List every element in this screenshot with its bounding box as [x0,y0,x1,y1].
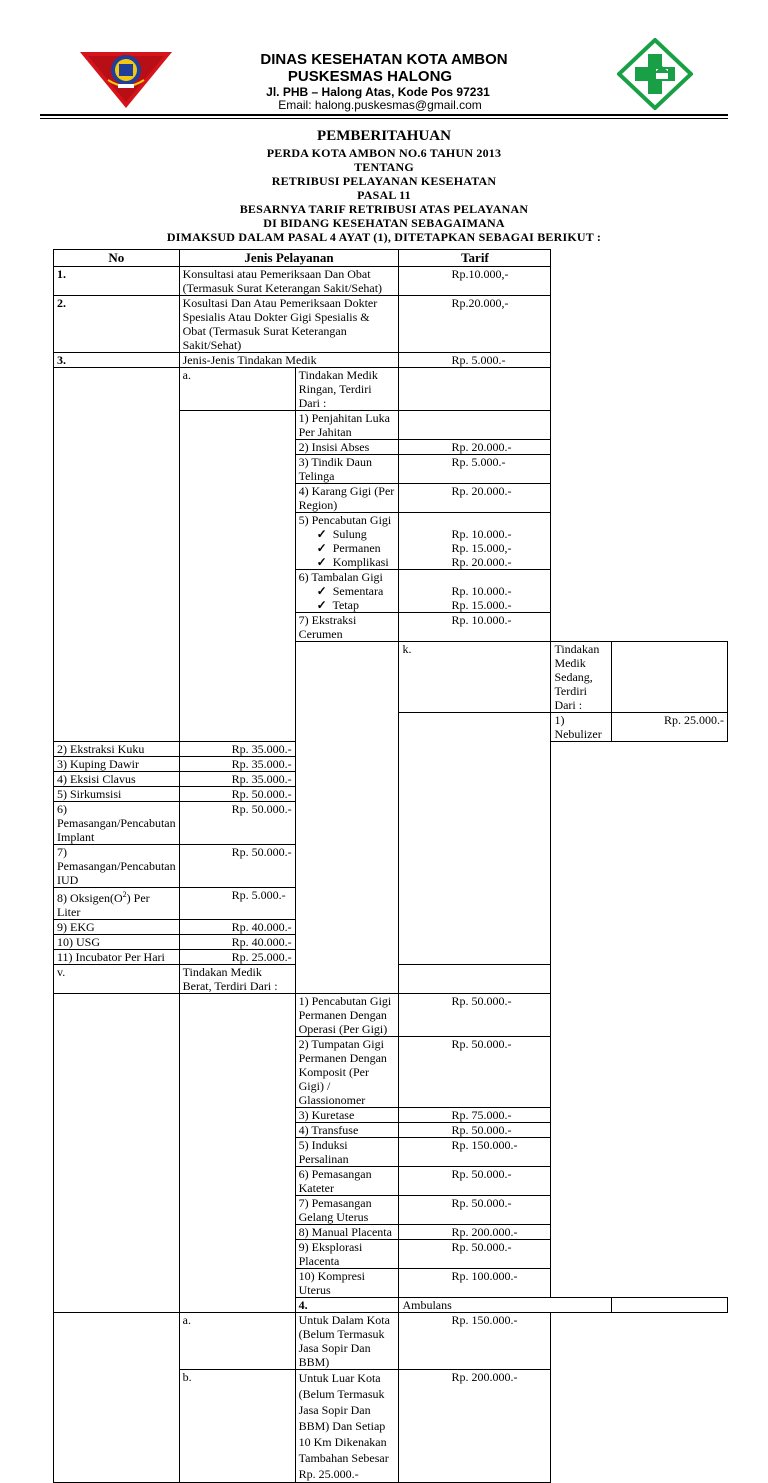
service-text: 5) Sirkumsisi [54,787,180,802]
tariff-value: Rp. 35.000.- [179,772,295,787]
tariff-value: Rp. 10.000.- [399,613,551,642]
tariff-value: Rp. 20.000.- [399,440,551,455]
service-text: Kosultasi Dan Atau Pemeriksaan Dokter Spesialis Atau Dokter Gigi Spesialis & Obat (Termasuk Surat Keterangan Sakit/Sehat) [179,296,399,353]
service-text: 7) Pemasangan/Pencabutan IUD [54,845,180,888]
service-text: 5) Induksi Persalinan [295,1138,399,1167]
service-text-part: ) Per Liter [57,891,150,919]
clinic-address: Jl. PHB – Halong Atas, Kode Pos 97231 [266,85,490,99]
tariff-group [399,513,551,570]
row-number: 3. [54,353,180,368]
service-text: 9) Eksplorasi Placenta [295,1240,399,1269]
tariff-value: Rp. 200.000.- [399,1225,551,1240]
service-text: 1) Pencabutan Gigi Permanen Dengan Operasi (Per Gigi) [295,994,399,1037]
tariff-value: Rp. 40.000.- [179,935,295,950]
service-text: 3) Kuping Dawir [54,757,180,772]
sub-letter: b. [179,1370,295,1483]
service-group [295,513,399,570]
tariff-value: Rp. 50.000.- [399,994,551,1037]
tariff-value: Rp. 75.000.- [399,1108,551,1123]
row-number: 1. [54,267,180,296]
service-text: 4) Karang Gigi (Per Region) [295,484,399,513]
service-text: 1) Penjahitan Luka Per Jahitan [295,411,399,440]
tariff-value: Rp. 50.000.- [399,1167,551,1196]
service-text: 7) Pemasangan Gelang Uterus [295,1196,399,1225]
clinic-name: PUSKESMAS HALONG [287,68,453,85]
service-text: 1) Nebulizer [551,713,612,742]
row-number: 4. [295,1298,399,1313]
section-title: Tindakan Medik Sedang, Terdiri Dari : [551,642,612,713]
tariff-value: Rp. 200.000.- [399,1370,551,1483]
service-text: 10) USG [54,935,180,950]
notice-line: PASAL 11 [357,188,411,202]
agency-name: DINAS KESEHATAN KOTA AMBON [260,51,508,68]
service-text: 7) Ekstraksi Cerumen [295,613,399,642]
checkmark-icon: ✓ [316,584,327,598]
col-header-service: Jenis Pelayanan [179,250,399,267]
tariff-value: Rp. 10.000.- [451,584,512,598]
service-group [295,570,399,613]
service-text: 3) Tindik Daun Telinga [295,455,399,484]
service-text: Untuk Dalam Kota (Belum Termasuk Jasa Sopir Dan BBM) [295,1313,399,1370]
notice-line: BESARNYA TARIF RETRIBUSI ATAS PELAYANAN [239,202,529,216]
section-title: Tindakan Medik Ringan, Terdiri Dari : [295,368,399,411]
tariff-value: Rp. 5.000.- [179,888,295,920]
tariff-value: Rp. 15.000.- [451,598,512,612]
service-text [54,888,180,920]
tariff-value: Rp.10.000,- [399,267,551,296]
notice-line: PERDA KOTA AMBON NO.6 TAHUN 2013 [266,146,502,160]
sub-service: Komplikasi [332,555,389,569]
tariff-value: Rp. 15.000,- [451,541,512,555]
table-row [54,368,728,411]
tariff-value: Rp. 50.000.- [179,802,295,845]
service-text: 3) Kuretase [295,1108,399,1123]
tariff-value: Rp. 10.000.- [451,527,512,541]
tariff-value: Rp. 50.000.- [399,1123,551,1138]
checkmark-icon: ✓ [316,598,327,612]
service-text: 2) Tumpatan Gigi Permanen Dengan Komposit (Per Gigi) / Glassionomer [295,1037,399,1108]
table-row [54,994,728,1037]
notice-title: PEMBERITAHUAN [317,128,451,144]
section-title: Tindakan Medik Berat, Terdiri Dari : [179,965,295,994]
tariff-value [399,411,551,440]
checkmark-icon: ✓ [316,555,327,569]
sub-service: Permanen [332,541,381,555]
table-header-row [54,250,728,267]
table-row [54,1313,728,1370]
tariff-value: Rp. 50.000.- [399,1196,551,1225]
service-text: Konsultasi atau Pemeriksaan Dan Obat (Termasuk Surat Keterangan Sakit/Sehat) [179,267,399,296]
sub-letter: a. [179,1313,295,1370]
service-text: 4) Transfuse [295,1123,399,1138]
checkmark-icon: ✓ [316,541,327,555]
service-text: 2) Ekstraksi Kuku [54,742,180,757]
clinic-email: Email: halong.puskesmas@gmail.com [278,98,482,112]
puskesmas-green-cross-house-icon [617,38,693,110]
tariff-value: Rp. 50.000.- [399,1240,551,1269]
notice-line: DI BIDANG KESEHATAN SEBAGAIMANA [263,216,505,230]
service-text: 9) EKG [54,920,180,935]
table-row [54,353,728,368]
tariff-table [53,249,728,1483]
service-text: Ambulans [399,1298,612,1313]
tariff-value: Rp. 50.000.- [179,787,295,802]
header-rule [40,114,728,116]
service-text: 6) Pemasangan/Pencabutan Implant [54,802,180,845]
header-rule-thin [40,118,728,119]
checkmark-icon: ✓ [316,527,327,541]
service-text: 4) Eksisi Clavus [54,772,180,787]
sub-service: Tetap [332,598,359,612]
tariff-value: Rp. 20.000.- [399,484,551,513]
sub-letter: v. [54,965,180,994]
sub-service: Sulung [332,527,367,541]
notice-line: DIMAKSUD DALAM PASAL 4 AYAT (1), DITETAPKAN SEBAGAI BERIKUT : [166,230,602,244]
tariff-value: Rp. 25.000.- [611,713,727,742]
table-row [54,296,728,353]
notice-line: TENTANG [354,160,414,174]
tariff-value: Rp. 50.000.- [399,1037,551,1108]
tariff-value: Rp.20.000,- [399,296,551,353]
tariff-value: Rp. 150.000.- [399,1138,551,1167]
tariff-group [399,570,551,613]
service-text: 6) Pemasangan Kateter [295,1167,399,1196]
tariff-value: Rp. 100.000.- [399,1269,551,1298]
service-text: 10) Kompresi Uterus [295,1269,399,1298]
service-text: 2) Insisi Abses [295,440,399,455]
table-row [54,267,728,296]
tariff-value: Rp. 40.000.- [179,920,295,935]
col-header-no: No [54,250,180,267]
superscript: 2 [122,890,127,899]
tariff-value: Rp. 35.000.- [179,742,295,757]
tariff-value: Rp. 20.000.- [451,555,512,569]
sub-letter: a. [179,368,295,411]
service-text-part: 8) Oksigen(O [57,891,123,905]
tariff-value: Rp. 50.000.- [179,845,295,888]
service-text: Untuk Luar Kota (Belum Termasuk Jasa Sopir Dan BBM) Dan Setiap 10 Km Dikenakan Tambahan Sebesar Rp. 25.000.- [295,1370,399,1483]
row-number: 2. [54,296,180,353]
tariff-value: Rp. 150.000.- [399,1313,551,1370]
tariff-value: Rp. 5.000.- [399,353,551,368]
service-text: 8) Manual Placenta [295,1225,399,1240]
tariff-value: Rp. 25.000.- [179,950,295,965]
notice-line: RETRIBUSI PELAYANAN KESEHATAN [271,174,497,188]
service-text: 5) Pencabutan Gigi [298,513,392,527]
service-text: Jenis-Jenis Tindakan Medik [179,353,399,368]
sub-service: Sementara [332,584,384,598]
sub-letter: k. [399,642,551,713]
tariff-value: Rp. 5.000.- [399,455,551,484]
service-text: 6) Tambalan Gigi [298,570,383,584]
service-text: 11) Incubator Per Hari [54,950,180,965]
col-header-tariff: Tarif [399,250,551,267]
tariff-value: Rp. 35.000.- [179,757,295,772]
